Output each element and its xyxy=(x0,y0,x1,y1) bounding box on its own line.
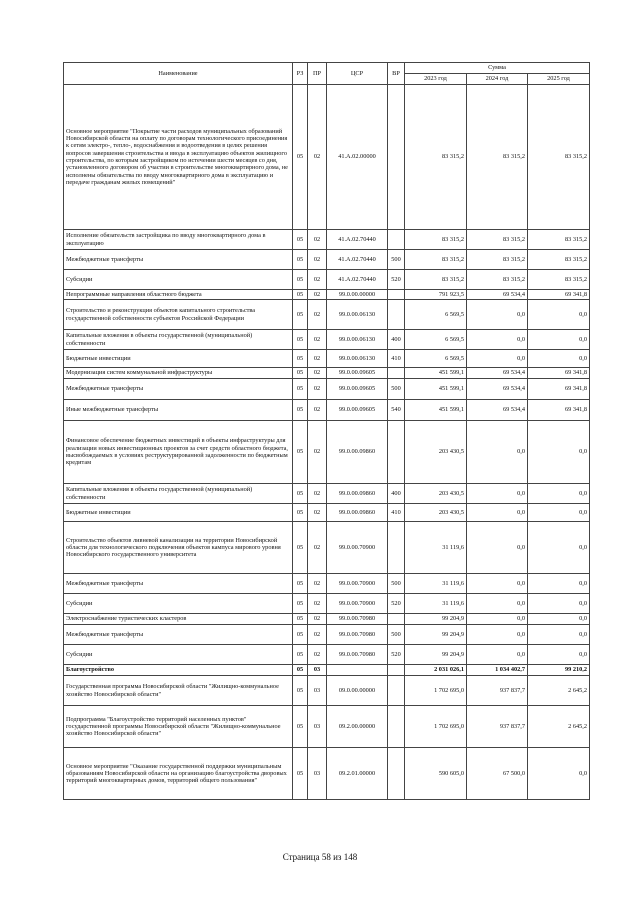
row-name: Подпрограмма "Благоустройство территорий населенных пунктов" государственной программы Новосибирской области "Жилищно-коммунальное хозяйство Новосибирской области" xyxy=(64,706,293,748)
row-pr: 02 xyxy=(308,368,327,379)
row-csr: 09.2.00.00000 xyxy=(327,706,388,748)
row-csr: 09.2.01.00000 xyxy=(327,748,388,800)
row-sum-2024: 0,0 xyxy=(467,645,528,665)
row-name: Государственная программа Новосибирской области "Жилищно-коммунальное хозяйство Новосибирской области" xyxy=(64,676,293,706)
row-csr: 99.0.00.70900 xyxy=(327,574,388,594)
row-name: Межбюджетные трансферты xyxy=(64,574,293,594)
header-vr: ВР xyxy=(388,63,405,85)
row-sum-2025: 69 341,8 xyxy=(528,400,590,421)
table-row xyxy=(64,421,590,484)
row-vr: 540 xyxy=(388,400,405,421)
row-sum-2025: 99 210,2 xyxy=(528,665,590,676)
row-csr: 99.0.00.09605 xyxy=(327,368,388,379)
row-sum-2025: 0,0 xyxy=(528,748,590,800)
row-vr xyxy=(388,614,405,625)
row-pr: 02 xyxy=(308,290,327,300)
row-rz: 05 xyxy=(293,330,308,350)
row-csr: 99.0.00.06130 xyxy=(327,350,388,368)
table-row xyxy=(64,85,590,230)
row-sum-2025: 2 645,2 xyxy=(528,676,590,706)
row-sum-2025: 69 341,8 xyxy=(528,290,590,300)
header-year-2025: 2025 год xyxy=(528,74,590,85)
row-sum-2024: 0,0 xyxy=(467,330,528,350)
row-pr: 02 xyxy=(308,300,327,330)
header-year-2023: 2023 год xyxy=(405,74,467,85)
row-vr xyxy=(388,676,405,706)
row-sum-2024: 0,0 xyxy=(467,625,528,645)
row-name: Строительство и реконструкция объектов капитального строительства государственной собственности субъектов Российской Федерации xyxy=(64,300,293,330)
row-rz: 05 xyxy=(293,368,308,379)
row-pr: 02 xyxy=(308,522,327,574)
row-name: Межбюджетные трансферты xyxy=(64,625,293,645)
row-sum-2025: 0,0 xyxy=(528,330,590,350)
row-pr: 02 xyxy=(308,504,327,522)
header-pr: ПР xyxy=(308,63,327,85)
row-sum-2024: 69 534,4 xyxy=(467,290,528,300)
row-sum-2023: 451 599,1 xyxy=(405,379,467,400)
row-vr xyxy=(388,230,405,250)
row-sum-2024: 83 315,2 xyxy=(467,230,528,250)
header-csr: ЦСР xyxy=(327,63,388,85)
row-sum-2024: 83 315,2 xyxy=(467,85,528,230)
table-row xyxy=(64,290,590,300)
row-rz: 05 xyxy=(293,574,308,594)
row-rz: 05 xyxy=(293,676,308,706)
row-sum-2024: 0,0 xyxy=(467,574,528,594)
row-sum-2025: 0,0 xyxy=(528,300,590,330)
row-csr: 99.0.00.06130 xyxy=(327,300,388,330)
row-rz: 05 xyxy=(293,645,308,665)
table-row xyxy=(64,614,590,625)
table-row xyxy=(64,484,590,504)
row-csr: 99.0.00.09860 xyxy=(327,421,388,484)
row-sum-2024: 0,0 xyxy=(467,421,528,484)
row-csr xyxy=(327,665,388,676)
row-rz: 05 xyxy=(293,379,308,400)
row-sum-2023: 6 569,5 xyxy=(405,350,467,368)
row-csr: 99.0.00.70900 xyxy=(327,522,388,574)
table-row xyxy=(64,330,590,350)
row-pr: 02 xyxy=(308,270,327,290)
row-pr: 02 xyxy=(308,574,327,594)
row-sum-2023: 203 430,5 xyxy=(405,504,467,522)
row-sum-2023: 99 204,9 xyxy=(405,645,467,665)
row-sum-2024: 0,0 xyxy=(467,350,528,368)
row-sum-2023: 99 204,9 xyxy=(405,614,467,625)
row-sum-2024: 0,0 xyxy=(467,614,528,625)
row-vr xyxy=(388,421,405,484)
row-sum-2023: 203 430,5 xyxy=(405,484,467,504)
row-csr: 41.А.02.70440 xyxy=(327,270,388,290)
row-pr: 03 xyxy=(308,665,327,676)
row-vr: 520 xyxy=(388,270,405,290)
row-csr: 99.0.00.09860 xyxy=(327,504,388,522)
row-vr: 500 xyxy=(388,379,405,400)
row-pr: 03 xyxy=(308,676,327,706)
row-rz: 05 xyxy=(293,706,308,748)
row-pr: 02 xyxy=(308,330,327,350)
table-row xyxy=(64,706,590,748)
row-pr: 02 xyxy=(308,379,327,400)
row-sum-2025: 83 315,2 xyxy=(528,270,590,290)
row-csr: 99.0.00.70900 xyxy=(327,594,388,614)
row-vr: 410 xyxy=(388,350,405,368)
row-csr: 09.0.00.00000 xyxy=(327,676,388,706)
row-name: Бюджетные инвестиции xyxy=(64,350,293,368)
row-csr: 99.0.00.06130 xyxy=(327,330,388,350)
row-csr: 99.0.00.09605 xyxy=(327,379,388,400)
row-sum-2025: 0,0 xyxy=(528,484,590,504)
row-rz: 05 xyxy=(293,484,308,504)
row-vr: 410 xyxy=(388,504,405,522)
row-name: Субсидии xyxy=(64,594,293,614)
table-body xyxy=(64,85,590,800)
row-sum-2023: 6 569,5 xyxy=(405,300,467,330)
row-vr: 400 xyxy=(388,330,405,350)
row-sum-2024: 83 315,2 xyxy=(467,250,528,270)
row-vr xyxy=(388,748,405,800)
row-rz: 05 xyxy=(293,625,308,645)
row-sum-2025: 83 315,2 xyxy=(528,250,590,270)
row-rz: 05 xyxy=(293,400,308,421)
row-csr: 41.А.02.70440 xyxy=(327,250,388,270)
table-row xyxy=(64,522,590,574)
row-name: Бюджетные инвестиции xyxy=(64,504,293,522)
row-sum-2024: 69 534,4 xyxy=(467,368,528,379)
row-sum-2023: 1 702 695,0 xyxy=(405,706,467,748)
row-sum-2024: 69 534,4 xyxy=(467,400,528,421)
table-row xyxy=(64,574,590,594)
row-sum-2025: 69 341,8 xyxy=(528,379,590,400)
row-csr: 99.0.00.70980 xyxy=(327,614,388,625)
row-pr: 02 xyxy=(308,645,327,665)
row-sum-2023: 83 315,2 xyxy=(405,270,467,290)
row-sum-2023: 451 599,1 xyxy=(405,400,467,421)
table-row xyxy=(64,250,590,270)
table-row xyxy=(64,625,590,645)
row-sum-2023: 203 430,5 xyxy=(405,421,467,484)
row-rz: 05 xyxy=(293,350,308,368)
row-sum-2024: 1 034 402,7 xyxy=(467,665,528,676)
page-number: Страница 58 из 148 xyxy=(282,852,358,862)
row-sum-2025: 0,0 xyxy=(528,614,590,625)
table-row xyxy=(64,504,590,522)
row-vr: 500 xyxy=(388,250,405,270)
header-year-2024: 2024 год xyxy=(467,74,528,85)
row-pr: 02 xyxy=(308,85,327,230)
row-rz: 05 xyxy=(293,85,308,230)
row-rz: 05 xyxy=(293,594,308,614)
row-sum-2025: 0,0 xyxy=(528,421,590,484)
table-row xyxy=(64,300,590,330)
row-sum-2023: 31 119,6 xyxy=(405,522,467,574)
row-rz: 05 xyxy=(293,522,308,574)
row-vr: 500 xyxy=(388,625,405,645)
row-pr: 03 xyxy=(308,706,327,748)
table-row xyxy=(64,665,590,676)
row-csr: 99.0.00.00000 xyxy=(327,290,388,300)
row-sum-2025: 0,0 xyxy=(528,504,590,522)
row-vr: 400 xyxy=(388,484,405,504)
row-name: Модернизация систем коммунальной инфраструктуры xyxy=(64,368,293,379)
row-name: Субсидии xyxy=(64,270,293,290)
row-sum-2023: 590 605,0 xyxy=(405,748,467,800)
row-sum-2024: 67 500,0 xyxy=(467,748,528,800)
row-sum-2023: 2 031 026,1 xyxy=(405,665,467,676)
row-name: Финансовое обеспечение бюджетных инвестиций в объекты инфраструктуры для реализации новых инвестиционных проектов за счет средств областного бюджета, высвобождаемых в условиях реструктурированной задолженности по бюджетным кредитам xyxy=(64,421,293,484)
row-sum-2025: 0,0 xyxy=(528,350,590,368)
row-sum-2023: 99 204,9 xyxy=(405,625,467,645)
row-rz: 05 xyxy=(293,300,308,330)
row-pr: 02 xyxy=(308,400,327,421)
row-sum-2024: 69 534,4 xyxy=(467,379,528,400)
row-pr: 02 xyxy=(308,350,327,368)
row-name: Межбюджетные трансферты xyxy=(64,379,293,400)
row-csr: 41.А.02.70440 xyxy=(327,230,388,250)
budget-table xyxy=(63,62,590,800)
row-pr: 02 xyxy=(308,230,327,250)
row-rz: 05 xyxy=(293,748,308,800)
row-sum-2024: 937 837,7 xyxy=(467,676,528,706)
row-name: Строительство объектов ливневой канализации на территории Новосибирской области для технологического подключения объектов кампуса мирового уровня Новосибирского государственного университета xyxy=(64,522,293,574)
row-sum-2025: 83 315,2 xyxy=(528,230,590,250)
row-sum-2023: 451 599,1 xyxy=(405,368,467,379)
row-name: Основное мероприятие "Покрытие части расходов муниципальных образований Новосибирской области на оплату по договорам технологического присоединения к сетям электро-, тепло-, водоснабжения и водоотведения в целях решения вопросов завершения строительства и ввода в эксплуатацию объектов жилищного строительства, по которым застройщиком по истечении шести месяцев со дня, установленного договором об участии в строительстве многоквартирного дома, не исполнены обязательства по вводу многоквартирного дома в эксплуатацию и передаче гражданам жилых помещений" xyxy=(64,85,293,230)
row-sum-2024: 0,0 xyxy=(467,594,528,614)
row-sum-2024: 937 837,7 xyxy=(467,706,528,748)
row-sum-2024: 83 315,2 xyxy=(467,270,528,290)
row-pr: 03 xyxy=(308,748,327,800)
row-sum-2023: 31 119,6 xyxy=(405,574,467,594)
row-name: Капитальные вложения в объекты государственной (муниципальной) собственности xyxy=(64,330,293,350)
row-vr: 520 xyxy=(388,645,405,665)
row-pr: 02 xyxy=(308,421,327,484)
row-pr: 02 xyxy=(308,484,327,504)
row-vr xyxy=(388,368,405,379)
row-name: Основное мероприятие "Оказание государственной поддержки муниципальным образованиям Новосибирской области на организацию благоустройства дворовых территорий многоквартирных домов, территорий общего пользования" xyxy=(64,748,293,800)
table-row xyxy=(64,230,590,250)
row-name: Субсидии xyxy=(64,645,293,665)
table-row xyxy=(64,748,590,800)
header-name: Наименование xyxy=(64,63,293,85)
row-sum-2023: 83 315,2 xyxy=(405,250,467,270)
row-sum-2024: 0,0 xyxy=(467,484,528,504)
row-rz: 05 xyxy=(293,290,308,300)
table-row xyxy=(64,645,590,665)
row-name: Исполнение обязательств застройщика по вводу многоквартирного дома в эксплуатацию xyxy=(64,230,293,250)
row-sum-2023: 791 923,5 xyxy=(405,290,467,300)
table-row xyxy=(64,594,590,614)
row-pr: 02 xyxy=(308,250,327,270)
row-rz: 05 xyxy=(293,614,308,625)
row-sum-2025: 69 341,8 xyxy=(528,368,590,379)
row-pr: 02 xyxy=(308,625,327,645)
row-name: Иные межбюджетные трансферты xyxy=(64,400,293,421)
row-sum-2024: 0,0 xyxy=(467,300,528,330)
row-name: Электроснабжение туристических кластеров xyxy=(64,614,293,625)
row-sum-2025: 0,0 xyxy=(528,574,590,594)
row-vr xyxy=(388,706,405,748)
row-sum-2025: 2 645,2 xyxy=(528,706,590,748)
row-sum-2023: 83 315,2 xyxy=(405,230,467,250)
header-sum: Сумма xyxy=(405,63,590,74)
row-vr xyxy=(388,522,405,574)
row-sum-2023: 6 569,5 xyxy=(405,330,467,350)
row-pr: 02 xyxy=(308,594,327,614)
row-rz: 05 xyxy=(293,230,308,250)
row-rz: 05 xyxy=(293,665,308,676)
table-row xyxy=(64,400,590,421)
row-rz: 05 xyxy=(293,270,308,290)
table-row xyxy=(64,350,590,368)
row-csr: 99.0.00.09860 xyxy=(327,484,388,504)
row-sum-2025: 0,0 xyxy=(528,522,590,574)
table-row xyxy=(64,676,590,706)
row-rz: 05 xyxy=(293,504,308,522)
row-csr: 99.0.00.09605 xyxy=(327,400,388,421)
row-vr: 500 xyxy=(388,574,405,594)
row-name: Непрограммные направления областного бюджета xyxy=(64,290,293,300)
row-vr: 520 xyxy=(388,594,405,614)
row-vr xyxy=(388,85,405,230)
table-row xyxy=(64,368,590,379)
row-sum-2025: 0,0 xyxy=(528,645,590,665)
row-vr xyxy=(388,300,405,330)
row-sum-2024: 0,0 xyxy=(467,504,528,522)
row-name: Межбюджетные трансферты xyxy=(64,250,293,270)
row-csr: 99.0.00.70980 xyxy=(327,645,388,665)
row-sum-2025: 0,0 xyxy=(528,594,590,614)
row-pr: 02 xyxy=(308,614,327,625)
row-rz: 05 xyxy=(293,421,308,484)
header-rz: РЗ xyxy=(293,63,308,85)
row-name: Благоустройство xyxy=(64,665,293,676)
row-sum-2025: 0,0 xyxy=(528,625,590,645)
row-csr: 41.А.02.00000 xyxy=(327,85,388,230)
row-csr: 99.0.00.70980 xyxy=(327,625,388,645)
row-name: Капитальные вложения в объекты государственной (муниципальной) собственности xyxy=(64,484,293,504)
row-sum-2023: 1 702 695,0 xyxy=(405,676,467,706)
row-sum-2023: 83 315,2 xyxy=(405,85,467,230)
row-vr xyxy=(388,665,405,676)
row-vr xyxy=(388,290,405,300)
table-row xyxy=(64,379,590,400)
row-sum-2024: 0,0 xyxy=(467,522,528,574)
row-rz: 05 xyxy=(293,250,308,270)
table-row xyxy=(64,270,590,290)
row-sum-2023: 31 119,6 xyxy=(405,594,467,614)
row-sum-2025: 83 315,2 xyxy=(528,85,590,230)
